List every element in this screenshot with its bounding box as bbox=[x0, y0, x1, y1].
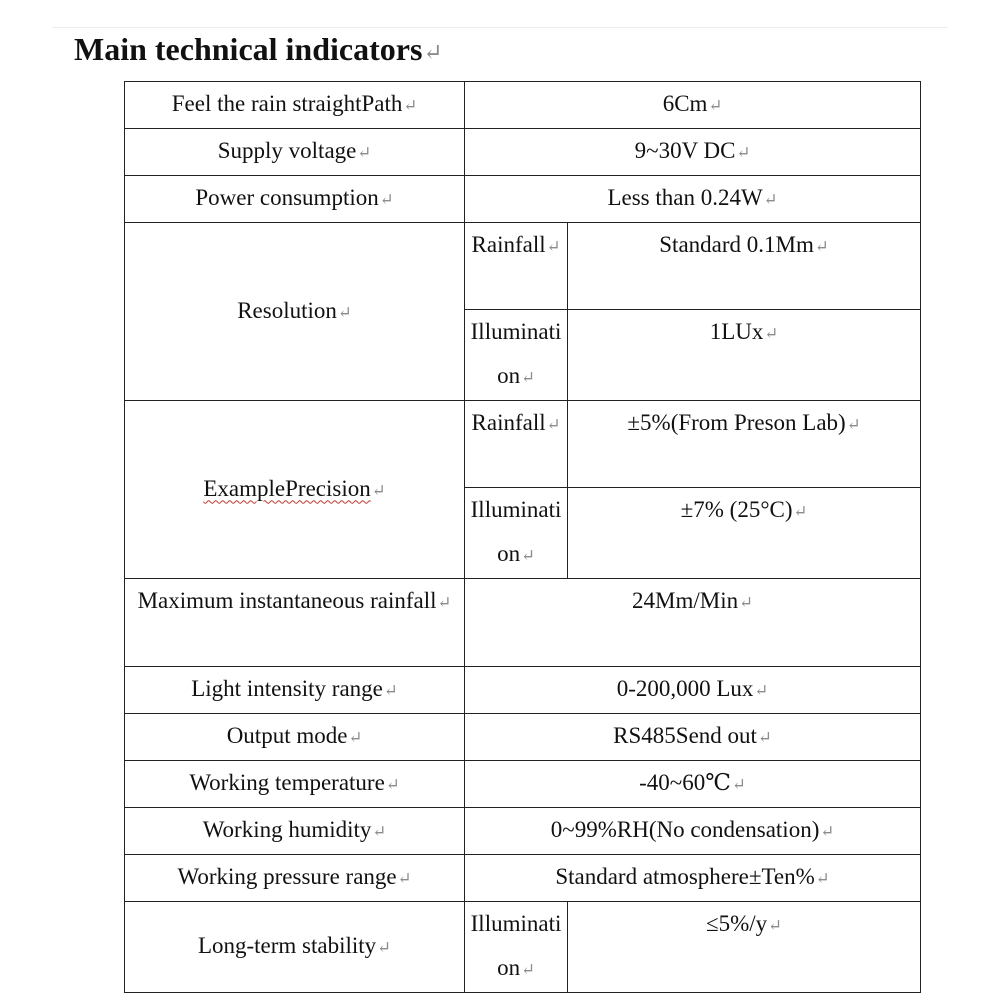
param-text: ExamplePrecision bbox=[203, 475, 371, 501]
value-text: Less than 0.24W bbox=[607, 185, 763, 210]
value-cell bbox=[465, 808, 921, 855]
param-cell bbox=[125, 129, 465, 176]
paragraph-mark: ↵ bbox=[546, 415, 561, 434]
value-text: 0~99%RH(No condensation) bbox=[550, 817, 820, 842]
paragraph-mark: ↵ bbox=[731, 775, 746, 794]
value-cell bbox=[568, 310, 921, 401]
sub-label-text: Illumination bbox=[470, 911, 562, 980]
sub-label-cell bbox=[465, 902, 568, 993]
value-text: 9~30V DC bbox=[634, 138, 736, 163]
paragraph-mark: ↵ bbox=[383, 681, 398, 700]
paragraph-mark: ↵ bbox=[820, 822, 835, 841]
sub-label-text: Illumination bbox=[470, 497, 562, 566]
table-row bbox=[125, 902, 921, 993]
value-cell bbox=[465, 129, 921, 176]
paragraph-mark: ↵ bbox=[403, 96, 418, 115]
paragraph-mark: ↵ bbox=[397, 869, 412, 888]
paragraph-mark: ↵ bbox=[357, 143, 372, 162]
param-cell bbox=[125, 401, 465, 579]
param-cell bbox=[125, 902, 465, 993]
table-row bbox=[125, 579, 921, 667]
param-text: Maximum instantaneous rainfall bbox=[137, 588, 437, 613]
paragraph-mark: ↵ bbox=[793, 502, 808, 521]
sub-label-cell bbox=[465, 310, 568, 401]
paragraph-mark: ↵ bbox=[739, 593, 753, 612]
paragraph-mark: ↵ bbox=[768, 916, 783, 935]
paragraph-mark: ↵ bbox=[846, 415, 861, 434]
param-text: Supply voltage bbox=[217, 138, 357, 163]
technical-indicators-table bbox=[124, 81, 921, 993]
value-text: ≤5%/y bbox=[705, 911, 768, 936]
sub-label-text: Illumination bbox=[470, 319, 562, 388]
sub-label-text: Rainfall bbox=[471, 410, 546, 435]
param-text: Light intensity range bbox=[191, 676, 383, 701]
param-text: Working humidity bbox=[202, 817, 372, 842]
value-cell bbox=[568, 223, 921, 310]
table-row bbox=[125, 808, 921, 855]
value-text: ±7% (25°C) bbox=[680, 497, 793, 522]
table-row bbox=[125, 667, 921, 714]
param-cell bbox=[125, 579, 465, 667]
param-text: Working temperature bbox=[189, 770, 385, 795]
table-row bbox=[125, 714, 921, 761]
paragraph-mark: ↵ bbox=[764, 324, 779, 343]
paragraph-mark: ↵ bbox=[423, 39, 443, 65]
param-text: Feel the rain straightPath bbox=[171, 91, 403, 116]
paragraph-mark: ↵ bbox=[814, 237, 829, 256]
value-cell bbox=[465, 176, 921, 223]
paragraph-mark: ↵ bbox=[377, 938, 392, 957]
value-text: 6Cm bbox=[662, 91, 708, 116]
value-text: 1LUx bbox=[709, 319, 764, 344]
sub-label-cell bbox=[465, 401, 568, 488]
paragraph-mark: ↵ bbox=[437, 593, 452, 612]
paragraph-mark: ↵ bbox=[521, 546, 535, 565]
paragraph-mark: ↵ bbox=[708, 96, 723, 115]
paragraph-mark: ↵ bbox=[546, 237, 561, 256]
paragraph-mark: ↵ bbox=[754, 681, 769, 700]
paragraph-mark: ↵ bbox=[372, 822, 387, 841]
paragraph-mark: ↵ bbox=[371, 480, 386, 500]
paragraph-mark: ↵ bbox=[379, 190, 394, 209]
param-cell bbox=[125, 761, 465, 808]
value-text: -40~60℃ bbox=[639, 770, 731, 795]
paragraph-mark: ↵ bbox=[763, 190, 778, 209]
paragraph-mark: ↵ bbox=[337, 302, 352, 322]
param-text: Power consumption bbox=[195, 185, 379, 210]
param-text: Working pressure range bbox=[177, 864, 397, 889]
heading-text: Main technical indicators bbox=[74, 31, 423, 67]
value-text: 0-200,000 Lux bbox=[616, 676, 754, 701]
value-cell bbox=[568, 902, 921, 993]
paragraph-mark: ↵ bbox=[736, 143, 751, 162]
value-cell bbox=[568, 401, 921, 488]
param-text: Resolution bbox=[237, 297, 337, 323]
param-cell bbox=[125, 667, 465, 714]
value-text: Standard 0.1Mm bbox=[659, 232, 814, 257]
value-cell bbox=[465, 579, 921, 667]
value-cell bbox=[465, 855, 921, 902]
value-text: 24Mm/Min bbox=[632, 588, 739, 613]
paragraph-mark: ↵ bbox=[348, 728, 363, 747]
table-row bbox=[125, 855, 921, 902]
value-cell bbox=[465, 714, 921, 761]
value-text: Standard atmosphere±Ten% bbox=[555, 864, 815, 889]
value-text: ±5%(From Preson Lab) bbox=[627, 410, 846, 435]
param-text: Output mode bbox=[226, 723, 348, 748]
value-cell bbox=[465, 761, 921, 808]
sub-label-cell bbox=[465, 488, 568, 579]
section-heading bbox=[74, 28, 443, 73]
table-row bbox=[125, 401, 921, 488]
paragraph-mark: ↵ bbox=[757, 728, 772, 747]
value-text: RS485Send out bbox=[613, 723, 757, 748]
param-cell bbox=[125, 855, 465, 902]
value-cell bbox=[465, 667, 921, 714]
table-row bbox=[125, 82, 921, 129]
param-cell bbox=[125, 714, 465, 761]
sub-label-cell bbox=[465, 223, 568, 310]
paragraph-mark: ↵ bbox=[521, 960, 535, 979]
paragraph-mark: ↵ bbox=[385, 775, 400, 794]
param-cell bbox=[125, 176, 465, 223]
table-row bbox=[125, 761, 921, 808]
table-row bbox=[125, 223, 921, 310]
paragraph-mark: ↵ bbox=[521, 368, 535, 387]
param-cell bbox=[125, 808, 465, 855]
sub-label-text: Rainfall bbox=[471, 232, 546, 257]
param-cell bbox=[125, 223, 465, 401]
paragraph-mark: ↵ bbox=[815, 869, 830, 888]
value-cell bbox=[568, 488, 921, 579]
value-cell bbox=[465, 82, 921, 129]
table-row bbox=[125, 129, 921, 176]
table-row bbox=[125, 176, 921, 223]
param-text: Long-term stability bbox=[197, 933, 377, 958]
param-cell bbox=[125, 82, 465, 129]
